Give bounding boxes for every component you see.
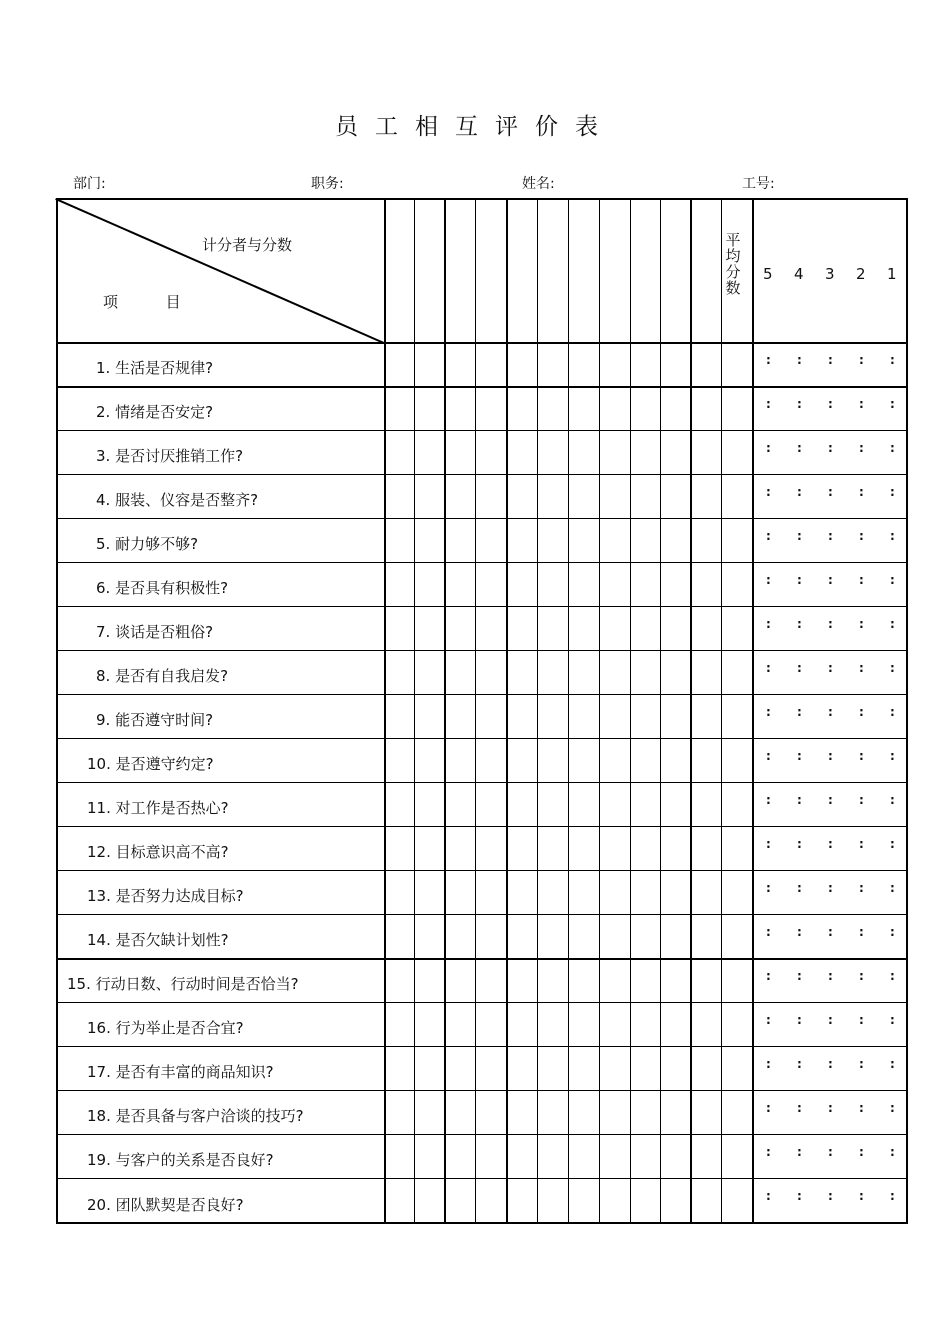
- score-header-3: 3: [825, 265, 835, 283]
- item-text: 团队默契是否良好?: [115, 1196, 244, 1214]
- row-divider: [56, 386, 908, 388]
- score-separator: :: [828, 485, 833, 499]
- score-separator: :: [859, 661, 864, 675]
- item-number: 14.: [87, 931, 116, 949]
- column-divider: [752, 198, 754, 1224]
- score-header-5: 5: [763, 265, 773, 283]
- score-separator: :: [766, 837, 771, 851]
- score-separator: :: [797, 573, 802, 587]
- score-separator: :: [828, 793, 833, 807]
- score-separator: :: [890, 881, 895, 895]
- row-divider: [56, 430, 908, 431]
- column-divider: [721, 198, 722, 1224]
- row-divider: [56, 606, 908, 607]
- item-text: 与客户的关系是否良好?: [115, 1151, 274, 1169]
- score-separator: :: [890, 1101, 895, 1115]
- item-text: 情绪是否安定?: [115, 403, 214, 421]
- item-number: 16.: [87, 1019, 116, 1037]
- item-text: 是否有丰富的商品知识?: [115, 1063, 274, 1081]
- score-separator: :: [859, 925, 864, 939]
- score-separator: :: [797, 617, 802, 631]
- row-divider: [56, 342, 908, 344]
- score-header-1: 1: [887, 265, 897, 283]
- score-separator: :: [890, 1145, 895, 1159]
- item-text: 是否有自我启发?: [115, 667, 229, 685]
- score-separator: :: [828, 749, 833, 763]
- item-text: 是否讨厌推销工作?: [115, 447, 244, 465]
- score-separator: :: [766, 397, 771, 411]
- score-separator: :: [859, 617, 864, 631]
- column-divider: [444, 198, 446, 1224]
- table-border-right: [906, 198, 908, 1224]
- row-divider: [56, 914, 908, 915]
- item-label: [87, 929, 229, 950]
- score-separator: :: [828, 1013, 833, 1027]
- item-text: 是否具有积极性?: [115, 579, 229, 597]
- column-divider: [690, 198, 692, 1224]
- score-separator: :: [890, 661, 895, 675]
- score-separator: :: [890, 573, 895, 587]
- item-text: 是否遵守约定?: [115, 755, 214, 773]
- item-text: 行为举止是否合宜?: [115, 1019, 244, 1037]
- column-divider: [537, 198, 538, 1224]
- score-separator: :: [828, 1145, 833, 1159]
- score-separator: :: [797, 1013, 802, 1027]
- score-separator: :: [766, 881, 771, 895]
- form-title: 员工相互评价表: [335, 114, 615, 140]
- column-divider: [568, 198, 569, 1224]
- score-separator: :: [797, 353, 802, 367]
- score-separator: :: [890, 1189, 895, 1203]
- score-separator: :: [828, 529, 833, 543]
- item-label: [96, 709, 213, 730]
- score-separator: :: [859, 705, 864, 719]
- item-number: 20.: [87, 1196, 116, 1214]
- evaluation-table: [56, 198, 908, 1224]
- item-label: [87, 1149, 274, 1170]
- score-separator: :: [766, 925, 771, 939]
- score-separator: :: [890, 485, 895, 499]
- column-divider: [475, 198, 476, 1224]
- score-separator: :: [766, 353, 771, 367]
- score-separator: :: [828, 705, 833, 719]
- item-number: 1.: [96, 359, 116, 377]
- score-separator: :: [859, 1101, 864, 1115]
- item-label: [87, 1061, 274, 1082]
- score-separator: :: [890, 441, 895, 455]
- score-separator: :: [890, 837, 895, 851]
- column-divider: [384, 198, 386, 1224]
- score-separator: :: [766, 705, 771, 719]
- score-separator: :: [859, 749, 864, 763]
- score-header-4: 4: [794, 265, 804, 283]
- row-divider: [56, 1046, 908, 1047]
- score-separator: :: [766, 1013, 771, 1027]
- item-text: 能否遵守时间?: [115, 711, 214, 729]
- score-separator: :: [766, 485, 771, 499]
- item-text: 服装、仪容是否整齐?: [115, 491, 259, 509]
- score-separator: :: [766, 661, 771, 675]
- item-number: 9.: [96, 711, 116, 729]
- score-separator: :: [890, 1057, 895, 1071]
- corner-item-label: 项 目: [103, 293, 181, 311]
- score-separator: :: [797, 529, 802, 543]
- row-divider: [56, 958, 908, 960]
- item-label: [87, 1194, 244, 1215]
- row-divider: [56, 1178, 908, 1179]
- row-divider: [56, 694, 908, 695]
- score-separator: :: [797, 705, 802, 719]
- item-number: 13.: [87, 887, 116, 905]
- score-separator: :: [859, 1145, 864, 1159]
- item-text: 行动日数、行动时间是否恰当?: [95, 975, 299, 993]
- item-number: 15.: [67, 975, 96, 993]
- row-divider: [56, 1002, 908, 1003]
- score-separator: :: [797, 925, 802, 939]
- item-label: [96, 577, 228, 598]
- score-separator: :: [828, 1189, 833, 1203]
- score-separator: :: [797, 1145, 802, 1159]
- score-separator: :: [890, 925, 895, 939]
- row-divider: [56, 738, 908, 739]
- score-separator: :: [766, 1101, 771, 1115]
- table-border-top: [56, 198, 908, 200]
- item-text: 谈话是否粗俗?: [115, 623, 214, 641]
- item-number: 19.: [87, 1151, 116, 1169]
- score-header-2: 2: [856, 265, 866, 283]
- score-separator: :: [828, 441, 833, 455]
- item-text: 目标意识高不高?: [115, 843, 229, 861]
- score-separator: :: [859, 529, 864, 543]
- item-text: 对工作是否热心?: [115, 799, 229, 817]
- item-number: 3.: [96, 447, 116, 465]
- score-separator: :: [766, 1189, 771, 1203]
- column-divider: [599, 198, 600, 1224]
- item-label: [87, 797, 229, 818]
- score-separator: :: [890, 969, 895, 983]
- score-separator: :: [828, 837, 833, 851]
- column-divider: [630, 198, 631, 1224]
- row-divider: [56, 474, 908, 475]
- item-number: 6.: [96, 579, 116, 597]
- table-border-left: [56, 198, 58, 1224]
- item-number: 5.: [96, 535, 116, 553]
- row-divider: [56, 782, 908, 783]
- column-divider: [414, 198, 415, 1224]
- score-separator: :: [797, 881, 802, 895]
- score-separator: :: [828, 925, 833, 939]
- score-separator: :: [890, 529, 895, 543]
- column-divider: [660, 198, 661, 1224]
- score-separator: :: [828, 1057, 833, 1071]
- item-number: 8.: [96, 667, 116, 685]
- score-separator: :: [766, 749, 771, 763]
- score-separator: :: [828, 397, 833, 411]
- item-label: [96, 489, 258, 510]
- item-label: [87, 1017, 244, 1038]
- score-separator: :: [766, 573, 771, 587]
- average-score-label: 平均分数: [725, 231, 741, 297]
- score-separator: :: [797, 661, 802, 675]
- score-separator: :: [859, 837, 864, 851]
- score-separator: :: [859, 969, 864, 983]
- score-separator: :: [797, 969, 802, 983]
- score-separator: :: [859, 485, 864, 499]
- table-border-bottom: [56, 1222, 908, 1224]
- score-separator: :: [890, 793, 895, 807]
- score-separator: :: [859, 441, 864, 455]
- score-separator: :: [890, 617, 895, 631]
- row-divider: [56, 1134, 908, 1135]
- position-label: 职务:: [311, 176, 344, 192]
- score-separator: :: [859, 1057, 864, 1071]
- score-separator: :: [890, 397, 895, 411]
- score-separator: :: [890, 749, 895, 763]
- score-separator: :: [828, 353, 833, 367]
- item-number: 10.: [87, 755, 116, 773]
- score-separator: :: [766, 969, 771, 983]
- corner-scorer-label: 计分者与分数: [202, 236, 293, 254]
- item-label: [87, 841, 229, 862]
- row-divider: [56, 826, 908, 827]
- score-separator: :: [797, 837, 802, 851]
- score-separator: :: [797, 793, 802, 807]
- score-separator: :: [859, 353, 864, 367]
- score-separator: :: [766, 1145, 771, 1159]
- item-label: [96, 445, 243, 466]
- score-separator: :: [828, 1101, 833, 1115]
- score-separator: :: [828, 573, 833, 587]
- item-label: [87, 885, 244, 906]
- row-divider: [56, 650, 908, 651]
- item-label: [87, 1105, 304, 1126]
- score-separator: :: [828, 969, 833, 983]
- employee-number-label: 工号:: [742, 176, 775, 192]
- item-number: 4.: [96, 491, 116, 509]
- row-divider: [56, 562, 908, 563]
- column-divider: [506, 198, 508, 1224]
- score-separator: :: [859, 881, 864, 895]
- score-separator: :: [766, 529, 771, 543]
- item-label: [87, 753, 214, 774]
- score-separator: :: [797, 485, 802, 499]
- score-separator: :: [890, 1013, 895, 1027]
- department-label: 部门:: [73, 176, 106, 192]
- name-label: 姓名:: [522, 176, 555, 192]
- score-separator: :: [859, 1013, 864, 1027]
- item-number: 7.: [96, 623, 116, 641]
- score-separator: :: [797, 441, 802, 455]
- row-divider: [56, 1090, 908, 1091]
- row-divider: [56, 518, 908, 519]
- item-number: 11.: [87, 799, 116, 817]
- score-separator: :: [859, 793, 864, 807]
- score-separator: :: [797, 749, 802, 763]
- score-separator: :: [859, 397, 864, 411]
- score-separator: :: [766, 1057, 771, 1071]
- item-text: 生活是否规律?: [115, 359, 214, 377]
- score-separator: :: [828, 881, 833, 895]
- item-text: 是否努力达成目标?: [115, 887, 244, 905]
- item-text: 是否具备与客户洽谈的技巧?: [115, 1107, 304, 1125]
- score-separator: :: [859, 1189, 864, 1203]
- item-text: 耐力够不够?: [115, 535, 199, 553]
- score-separator: :: [859, 573, 864, 587]
- item-label: [96, 357, 213, 378]
- score-separator: :: [890, 705, 895, 719]
- score-separator: :: [766, 793, 771, 807]
- item-label: [96, 621, 213, 642]
- item-label: [96, 665, 228, 686]
- score-separator: :: [766, 441, 771, 455]
- score-separator: :: [797, 1057, 802, 1071]
- item-number: 2.: [96, 403, 116, 421]
- score-separator: :: [797, 1189, 802, 1203]
- score-separator: :: [828, 617, 833, 631]
- item-label: [67, 973, 299, 994]
- item-number: 12.: [87, 843, 116, 861]
- item-label: [96, 533, 198, 554]
- corner-diagonal-line: [55, 198, 384, 343]
- item-text: 是否欠缺计划性?: [115, 931, 229, 949]
- score-separator: :: [828, 661, 833, 675]
- item-label: [96, 401, 213, 422]
- row-divider: [56, 870, 908, 871]
- score-separator: :: [797, 397, 802, 411]
- item-number: 17.: [87, 1063, 116, 1081]
- score-separator: :: [890, 353, 895, 367]
- score-separator: :: [797, 1101, 802, 1115]
- item-number: 18.: [87, 1107, 116, 1125]
- score-separator: :: [766, 617, 771, 631]
